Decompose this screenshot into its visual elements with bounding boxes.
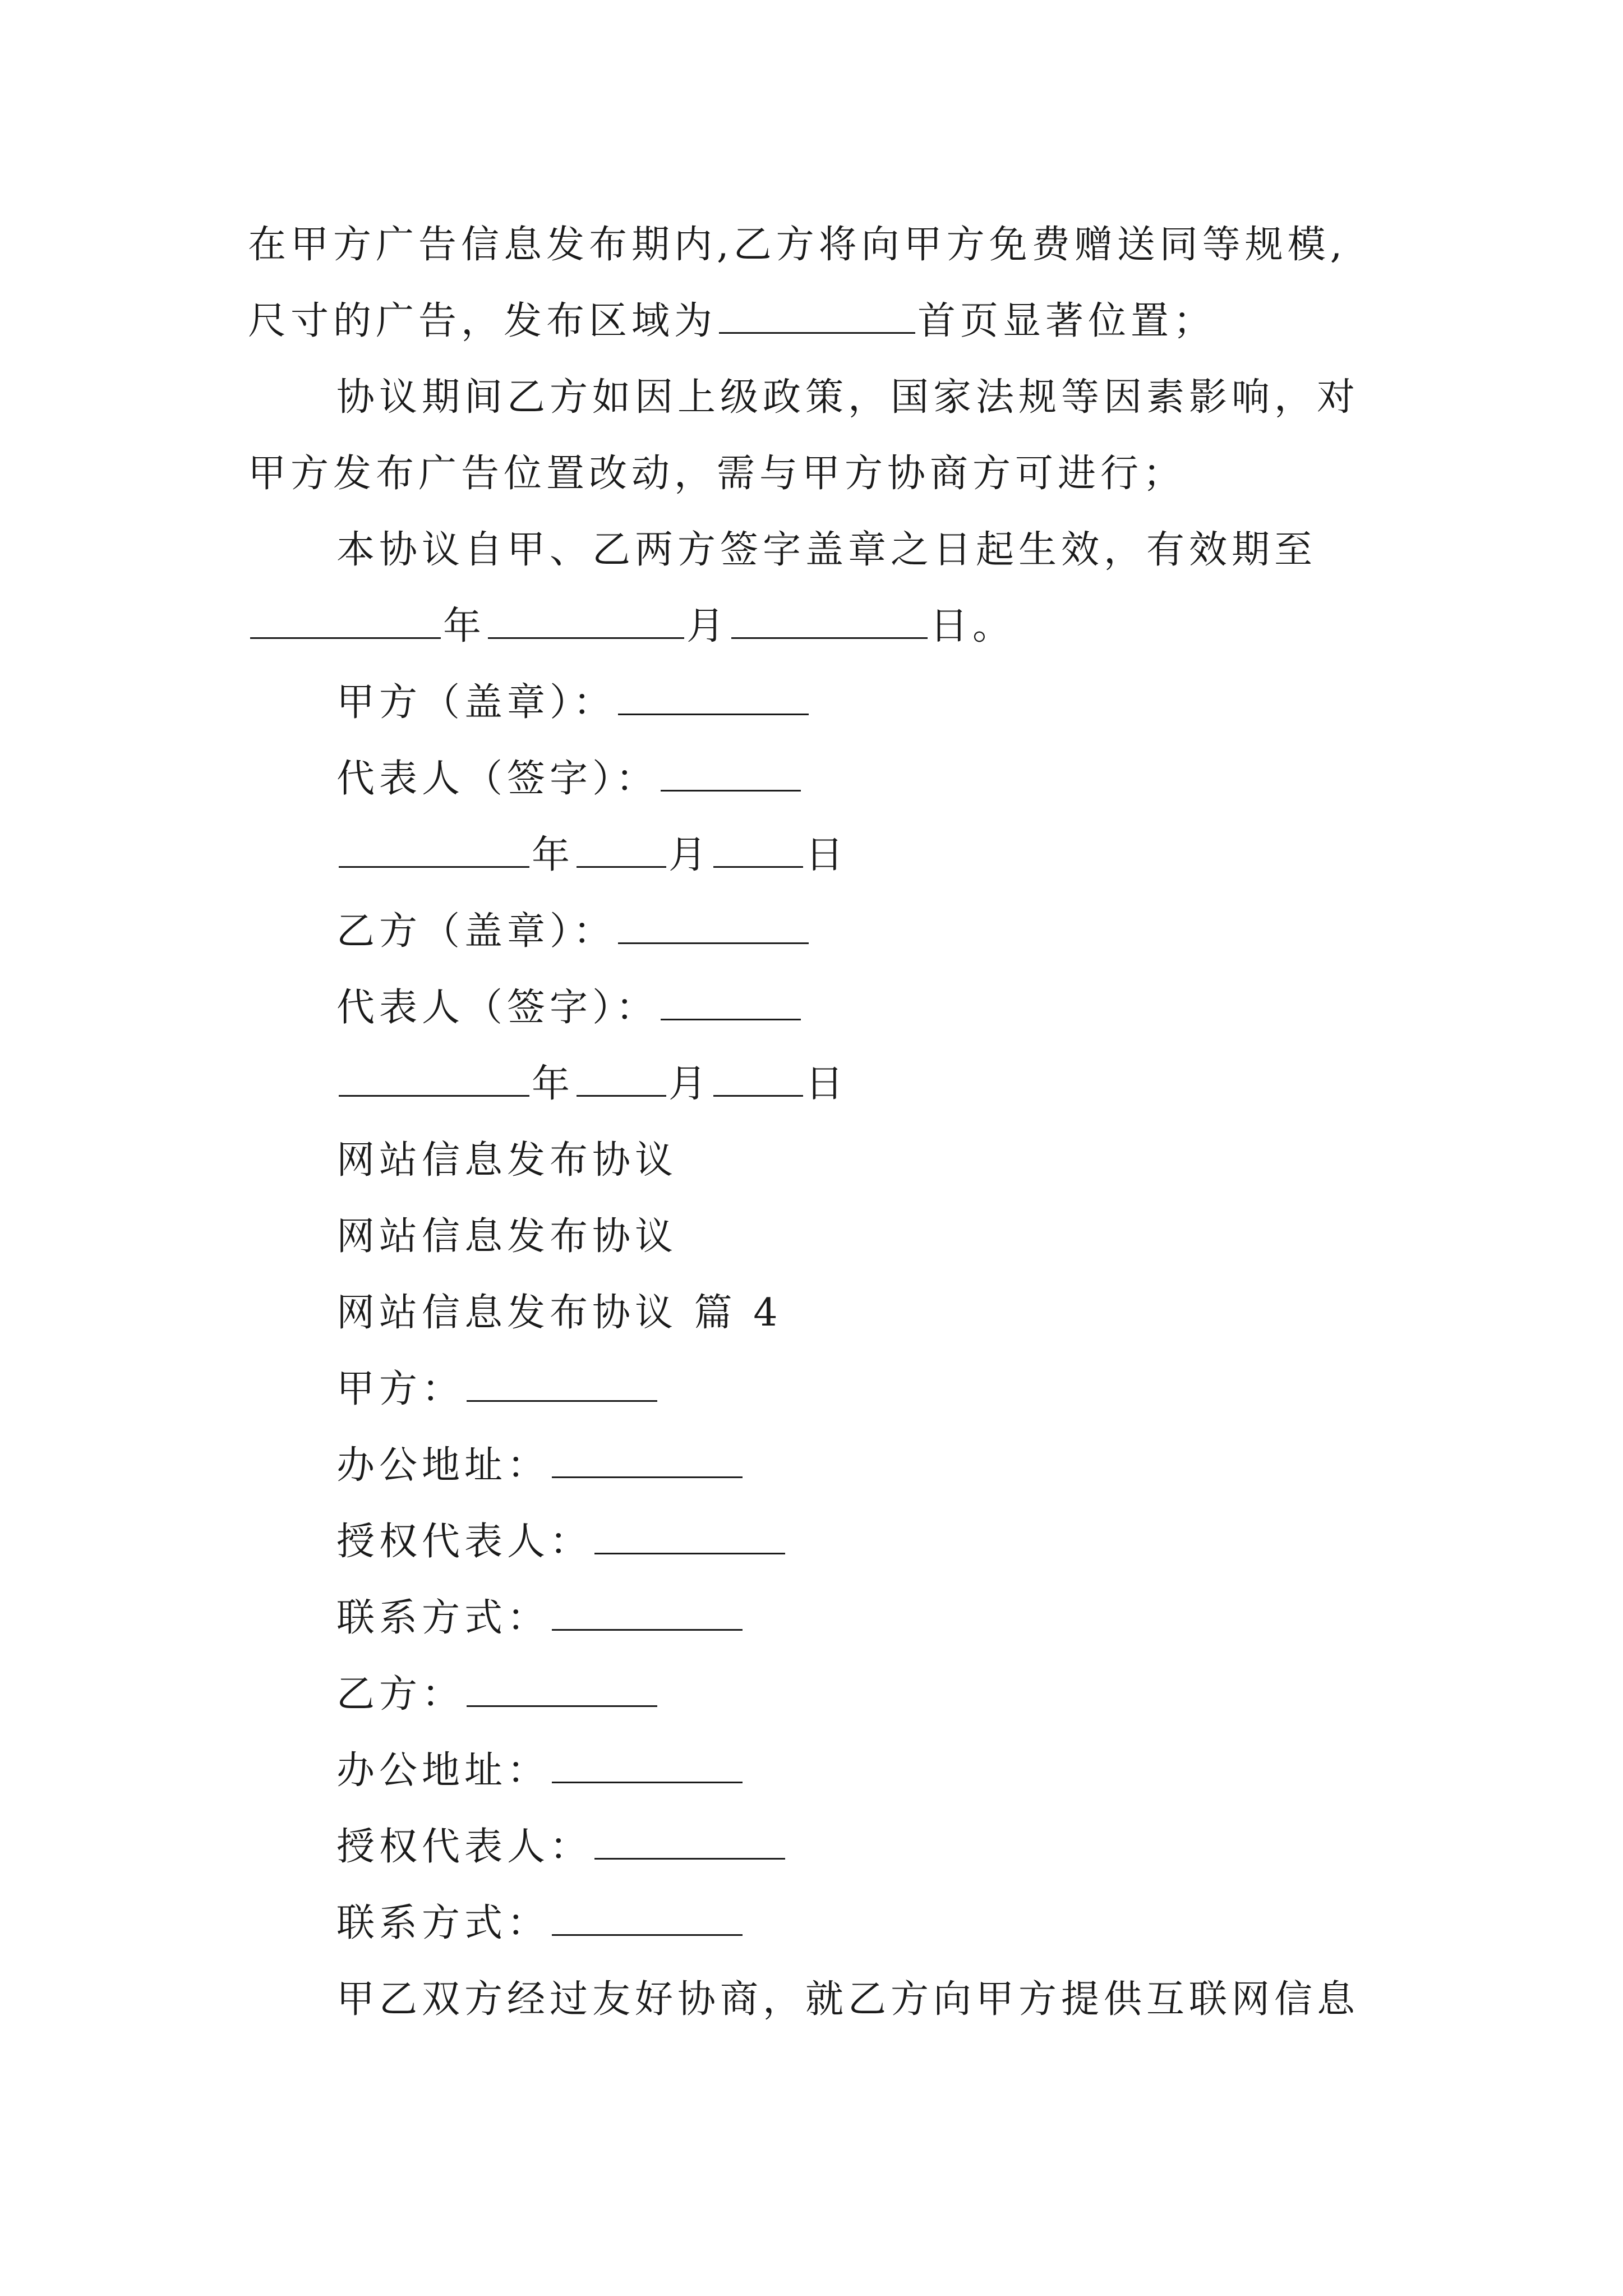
text-line <box>336 1593 745 1644</box>
field-label: 代表人（签字）： <box>336 757 659 801</box>
fill-blank <box>552 1898 743 1936</box>
text-line <box>336 983 803 1033</box>
text-line <box>336 1822 787 1872</box>
paragraph-text: 首页显著位置； <box>917 299 1216 343</box>
paragraph-text: 甲方发布广告位置改动，需与甲方协商方可进行； <box>248 452 1186 496</box>
field-label: 办公地址： <box>336 1749 550 1793</box>
fill-blank <box>339 1059 529 1097</box>
field-label: 乙方（盖章）： <box>336 909 616 954</box>
field-label: 乙方： <box>336 1672 465 1717</box>
text-line <box>336 830 848 881</box>
date-unit: 年 <box>532 1062 575 1106</box>
fill-blank <box>577 1059 666 1097</box>
section-title <box>336 1212 677 1262</box>
fill-blank <box>713 1059 803 1097</box>
date-unit: 月 <box>686 604 730 648</box>
text-line <box>336 907 811 957</box>
fill-blank <box>594 1517 785 1554</box>
fill-blank <box>250 601 441 639</box>
text-line <box>336 1746 745 1796</box>
fill-blank <box>594 1822 785 1860</box>
text-line <box>336 372 1359 423</box>
field-label: 甲方（盖章）： <box>336 680 616 725</box>
fill-blank <box>552 1441 743 1478</box>
date-unit: 月 <box>668 833 712 877</box>
fill-blank <box>488 601 684 639</box>
text-line <box>336 525 1317 576</box>
date-unit: 年 <box>443 604 486 648</box>
field-label: 代表人（签字）： <box>336 986 659 1030</box>
fill-blank <box>552 1746 743 1783</box>
text-line <box>336 1441 745 1491</box>
fill-blank <box>577 830 666 868</box>
field-label: 联系方式： <box>336 1596 550 1640</box>
paragraph-text: 本协议自甲、乙两方签字盖章之日起生效，有效期至 <box>336 528 1317 572</box>
paragraph-text: 甲乙双方经过友好协商，就乙方向甲方提供互联网信息 <box>336 1977 1360 2022</box>
paragraph-text: 协议期间乙方如因上级政策，国家法规等因素影响，对 <box>336 375 1360 420</box>
text-line <box>336 1059 848 1110</box>
section-title <box>336 1135 677 1186</box>
field-label: 办公地址： <box>336 1443 550 1488</box>
date-unit: 日。 <box>930 604 1016 648</box>
date-unit: 年 <box>532 833 575 877</box>
fill-blank <box>618 907 809 944</box>
fill-blank <box>661 754 801 792</box>
text-line <box>336 678 811 728</box>
text-line <box>248 220 1347 270</box>
fill-blank <box>618 678 809 715</box>
text-line <box>336 754 803 804</box>
field-label: 联系方式： <box>336 1901 550 1945</box>
fill-blank <box>339 830 529 868</box>
fill-blank <box>552 1593 743 1631</box>
text-line <box>336 1364 660 1415</box>
text-line <box>336 1517 787 1567</box>
fill-blank <box>713 830 803 868</box>
paragraph-text: 在甲方广告信息发布期内,乙方将向甲方免费赠送同等规模, <box>248 223 1347 267</box>
date-unit: 月 <box>668 1062 712 1106</box>
title-text: 网站信息发布协议 篇 4 <box>336 1291 782 1335</box>
field-label: 甲方： <box>336 1367 465 1411</box>
text-line <box>336 1669 660 1720</box>
section-title <box>336 1288 782 1338</box>
field-label: 授权代表人： <box>336 1825 593 1869</box>
field-label: 授权代表人： <box>336 1520 593 1564</box>
paragraph-text: 尺寸的广告，发布区域为 <box>248 299 717 343</box>
title-text: 网站信息发布协议 <box>336 1214 678 1259</box>
date-unit: 日 <box>805 1062 849 1106</box>
text-line <box>248 449 1186 499</box>
text-line <box>248 601 1015 652</box>
fill-blank <box>467 1669 657 1707</box>
fill-blank <box>661 983 801 1020</box>
fill-blank <box>467 1364 657 1402</box>
text-line <box>336 1898 745 1949</box>
title-text: 网站信息发布协议 <box>336 1138 678 1182</box>
fill-blank <box>719 296 915 334</box>
text-line <box>248 296 1216 347</box>
text-line <box>336 1975 1359 2025</box>
date-unit: 日 <box>805 833 849 877</box>
fill-blank <box>731 601 928 639</box>
